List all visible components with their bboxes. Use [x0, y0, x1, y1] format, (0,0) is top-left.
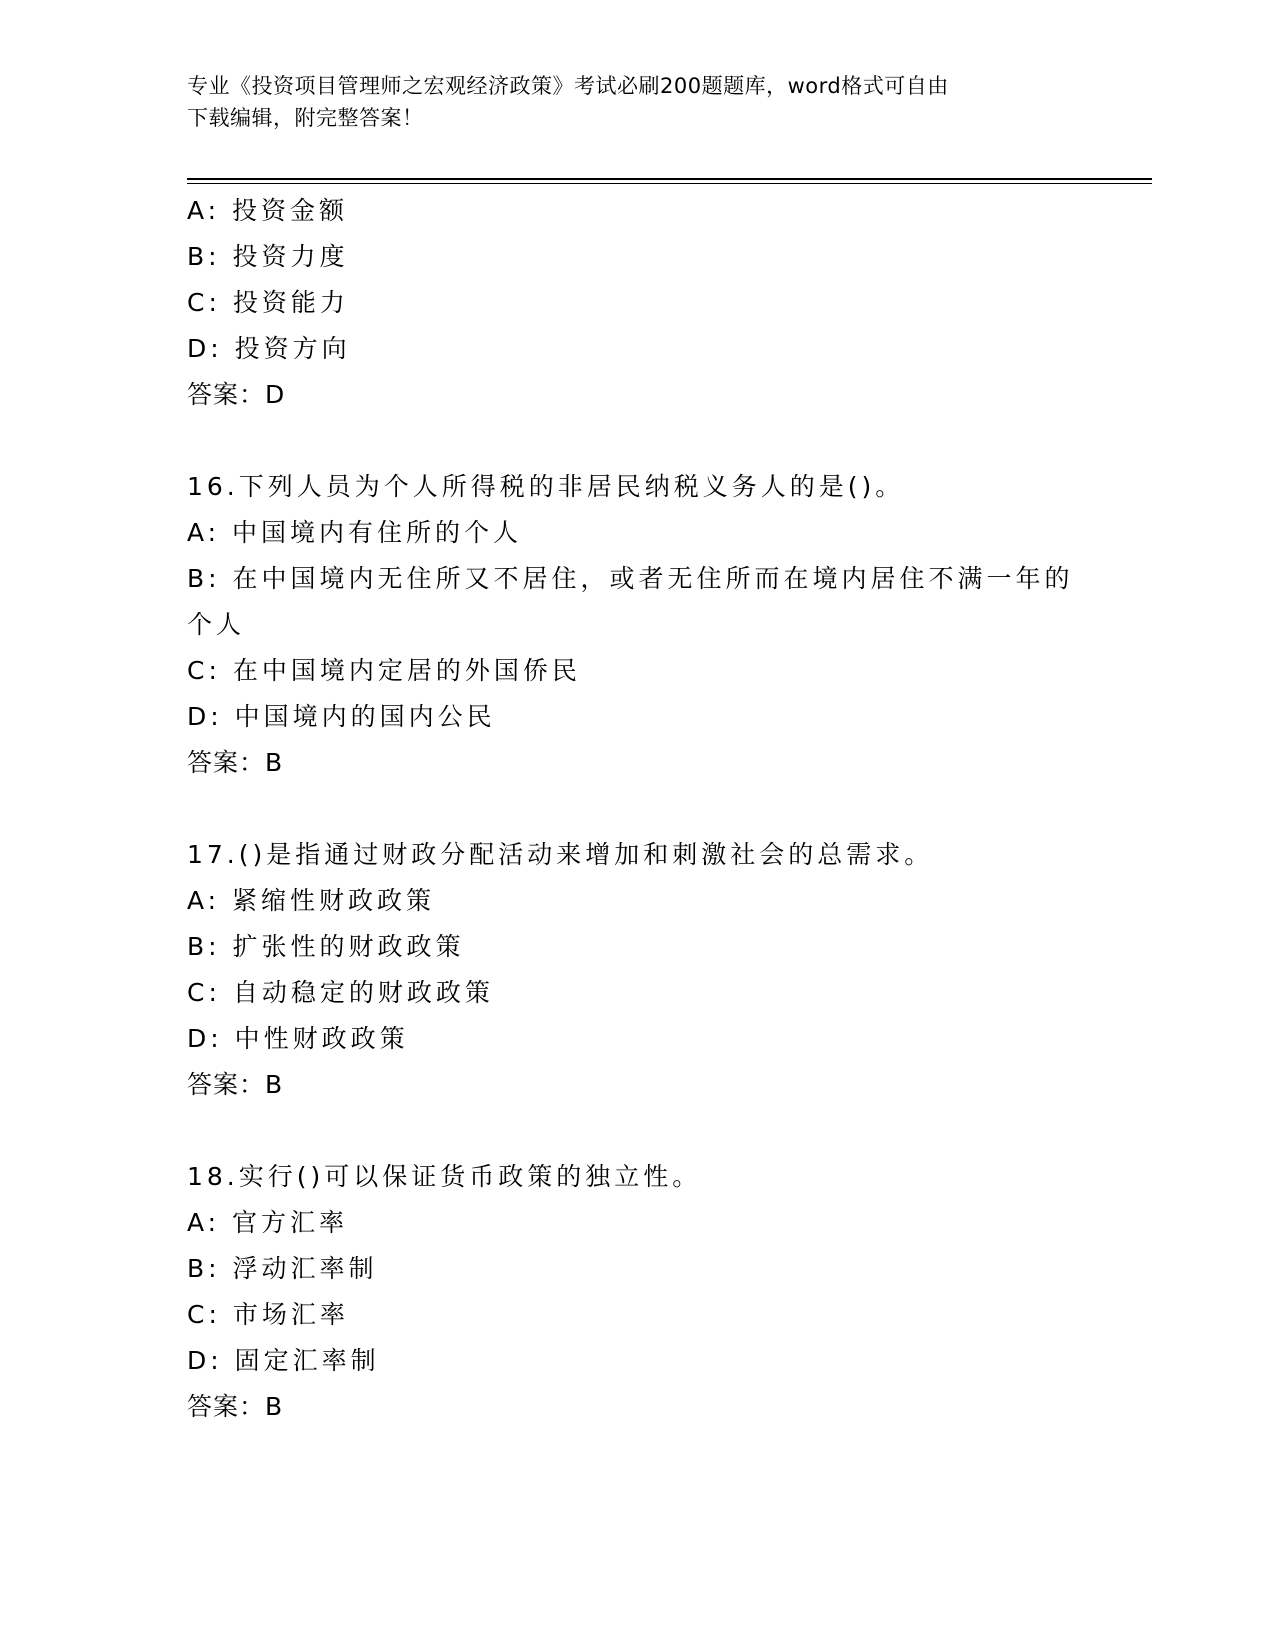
question-text: 17.()是指通过财政分配活动来增加和刺激社会的总需求。 — [187, 840, 934, 869]
option-d: D: 中性财政政策 — [187, 1024, 409, 1053]
question-18-block — [187, 1154, 1087, 1430]
option-c: C: 在中国境内定居的外国侨民 — [187, 656, 581, 685]
option-b-continued: 个人 — [187, 610, 246, 639]
question-text: 16.下列人员为个人所得税的非居民纳税义务人的是()。 — [187, 472, 905, 501]
option-b: B: 投资力度 — [187, 242, 349, 271]
answer-line: 答案：B — [187, 1392, 284, 1421]
option-c: C: 投资能力 — [187, 288, 349, 317]
spacer — [187, 786, 1087, 832]
option-d: D: 中国境内的国内公民 — [187, 702, 496, 731]
option-b: B: 浮动汇率制 — [187, 1254, 378, 1283]
option-a: A: 中国境内有住所的个人 — [187, 518, 523, 547]
question-text: 18.实行()可以保证货币政策的独立性。 — [187, 1162, 702, 1191]
answer-line: 答案：D — [187, 380, 286, 409]
header-line-2: 下载编辑，附完整答案！ — [187, 106, 424, 130]
option-d: D: 投资方向 — [187, 334, 351, 363]
question-17-block — [187, 832, 1087, 1108]
option-b: B: 在中国境内无住所又不居住，或者无住所而在境内居住不满一年的 — [187, 564, 1074, 593]
option-c: C: 自动稳定的财政政策 — [187, 978, 494, 1007]
answer-line: 答案：B — [187, 1070, 284, 1099]
question-15-block — [187, 188, 1087, 418]
spacer — [187, 1108, 1087, 1154]
header-divider-thin — [187, 183, 1152, 184]
option-b: B: 扩张性的财政政策 — [187, 932, 465, 961]
spacer — [187, 418, 1087, 464]
question-list — [187, 188, 1087, 1430]
option-d: D: 固定汇率制 — [187, 1346, 380, 1375]
option-c: C: 市场汇率 — [187, 1300, 349, 1329]
answer-line: 答案：B — [187, 748, 284, 777]
option-a: A: 投资金额 — [187, 196, 349, 225]
header-divider-thick — [187, 178, 1152, 180]
document-header — [187, 70, 1087, 134]
option-a: A: 紧缩性财政政策 — [187, 886, 436, 915]
question-16-block — [187, 464, 1087, 786]
option-a: A: 官方汇率 — [187, 1208, 349, 1237]
header-line-1: 专业《投资项目管理师之宏观经济政策》考试必刷200题题库，word格式可自由 — [187, 74, 949, 98]
